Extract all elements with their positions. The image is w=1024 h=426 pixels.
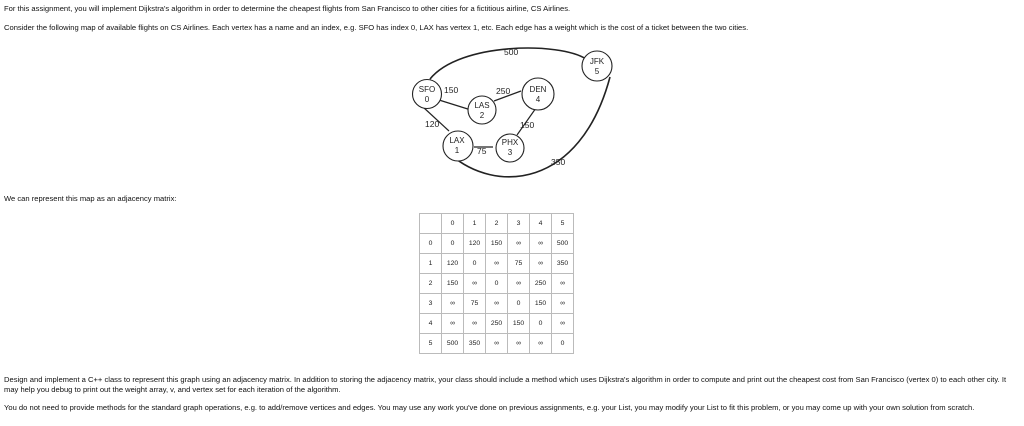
matrix-row bbox=[420, 294, 574, 314]
matrix-cell: ∞ bbox=[442, 294, 464, 314]
matrix-cell: ∞ bbox=[486, 334, 508, 354]
weight-las-den: 250 bbox=[496, 86, 511, 96]
edge-sfo-las bbox=[439, 100, 471, 110]
note-paragraph: You do not need to provide methods for the standard graph operations, e.g. to add/remove vertices and edges. You may use any work you've done on previous assignments, e.g. your List, you may modify your List to fit this problem, or you may come up with your own solution from scratch. bbox=[4, 403, 975, 412]
node-den-name: DEN bbox=[529, 85, 547, 94]
weight-phx-den: 150 bbox=[520, 120, 535, 130]
matrix-cell: ∞ bbox=[464, 274, 486, 294]
flight-map-graph bbox=[400, 44, 620, 189]
matrix-cell: ∞ bbox=[530, 234, 552, 254]
matrix-cell: 150 bbox=[508, 314, 530, 334]
node-phx bbox=[496, 134, 524, 162]
node-las-index: 2 bbox=[479, 111, 485, 120]
matrix-cell: 250 bbox=[530, 274, 552, 294]
matrix-cell: 350 bbox=[464, 334, 486, 354]
matrix-row-header: 4 bbox=[420, 314, 442, 334]
matrix-cell: 350 bbox=[552, 254, 574, 274]
matrix-cell: ∞ bbox=[530, 334, 552, 354]
matrix-cell: ∞ bbox=[552, 294, 574, 314]
weight-sfo-las: 150 bbox=[444, 85, 459, 95]
matrix-cell: 75 bbox=[464, 294, 486, 314]
node-sfo bbox=[413, 80, 442, 109]
weight-sfo-jfk: 500 bbox=[504, 47, 519, 57]
matrix-col-header: 4 bbox=[530, 214, 552, 234]
matrix-cell: ∞ bbox=[552, 274, 574, 294]
matrix-cell: 120 bbox=[442, 254, 464, 274]
node-lax-index: 1 bbox=[454, 146, 460, 155]
matrix-cell: 0 bbox=[530, 314, 552, 334]
matrix-col-header: 5 bbox=[552, 214, 574, 234]
matrix-col-header: 0 bbox=[442, 214, 464, 234]
weight-lax-jfk: 350 bbox=[551, 157, 566, 167]
matrix-row bbox=[420, 274, 574, 294]
matrix-cell: 150 bbox=[442, 274, 464, 294]
matrix-cell: ∞ bbox=[530, 254, 552, 274]
matrix-row-header: 1 bbox=[420, 254, 442, 274]
matrix-row-header: 5 bbox=[420, 334, 442, 354]
node-phx-index: 3 bbox=[507, 148, 513, 157]
matrix-cell: ∞ bbox=[486, 294, 508, 314]
node-las bbox=[468, 96, 496, 124]
matrix-row bbox=[420, 254, 574, 274]
matrix-row bbox=[420, 334, 574, 354]
node-lax bbox=[443, 131, 473, 161]
matrix-cell: 0 bbox=[486, 274, 508, 294]
matrix-col-header: 1 bbox=[464, 214, 486, 234]
design-paragraph: Design and implement a C++ class to represent this graph using an adjacency matrix. In addition to storing the adjacency matrix, your class should include a method which uses Dijkstra's algorithm in order to compute and print out the cheapest cost from San Francisco (vertex 0) to each other city. It may help you debug to print out the weight array, v, and vertex set for each iteration of the algorithm. bbox=[4, 375, 1007, 394]
matrix-header-row bbox=[420, 214, 574, 234]
node-sfo-index: 0 bbox=[424, 95, 430, 104]
matrix-row-header: 2 bbox=[420, 274, 442, 294]
matrix-cell: ∞ bbox=[442, 314, 464, 334]
matrix-cell: 150 bbox=[486, 234, 508, 254]
matrix-cell: ∞ bbox=[552, 314, 574, 334]
node-jfk-name: JFK bbox=[589, 57, 605, 66]
adjacency-matrix bbox=[419, 213, 574, 354]
matrix-cell: 0 bbox=[442, 234, 464, 254]
matrix-intro-paragraph: We can represent this map as an adjacency matrix: bbox=[4, 194, 177, 203]
weight-lax-phx: 75 bbox=[477, 146, 487, 156]
matrix-cell: 150 bbox=[530, 294, 552, 314]
matrix-cell: 0 bbox=[508, 294, 530, 314]
matrix-cell: ∞ bbox=[508, 274, 530, 294]
weight-sfo-lax: 120 bbox=[425, 119, 440, 129]
matrix-cell: 500 bbox=[442, 334, 464, 354]
matrix-cell: ∞ bbox=[486, 254, 508, 274]
matrix-cell: 250 bbox=[486, 314, 508, 334]
node-phx-name: PHX bbox=[501, 138, 519, 147]
matrix-cell: 500 bbox=[552, 234, 574, 254]
intro-paragraph: For this assignment, you will implement Dijkstra's algorithm in order to determine the cheapest flights from San Francisco to other cities for a fictitious airline, CS Airlines. bbox=[4, 4, 571, 13]
matrix-row-header: 0 bbox=[420, 234, 442, 254]
node-den bbox=[522, 78, 554, 110]
node-sfo-name: SFO bbox=[418, 85, 436, 94]
matrix-cell: 75 bbox=[508, 254, 530, 274]
matrix-cell: ∞ bbox=[464, 314, 486, 334]
matrix-col-header: 3 bbox=[508, 214, 530, 234]
matrix-cell: 0 bbox=[552, 334, 574, 354]
node-las-name: LAS bbox=[474, 101, 490, 110]
node-jfk-index: 5 bbox=[594, 67, 600, 76]
node-jfk bbox=[582, 51, 612, 81]
node-lax-name: LAX bbox=[449, 136, 465, 145]
map-intro-paragraph: Consider the following map of available flights on CS Airlines. Each vertex has a name and an index, e.g. SFO has index 0, LAX has vertex 1, etc. Each edge has a weight which is the cost of a ticket between the two cities. bbox=[4, 23, 749, 32]
matrix-cell: ∞ bbox=[508, 234, 530, 254]
node-den-index: 4 bbox=[535, 95, 541, 104]
matrix-corner-cell bbox=[420, 214, 442, 234]
matrix-row-header: 3 bbox=[420, 294, 442, 314]
matrix-row bbox=[420, 314, 574, 334]
matrix-row bbox=[420, 234, 574, 254]
matrix-cell: 120 bbox=[464, 234, 486, 254]
matrix-cell: 0 bbox=[464, 254, 486, 274]
matrix-col-header: 2 bbox=[486, 214, 508, 234]
matrix-cell: ∞ bbox=[508, 334, 530, 354]
